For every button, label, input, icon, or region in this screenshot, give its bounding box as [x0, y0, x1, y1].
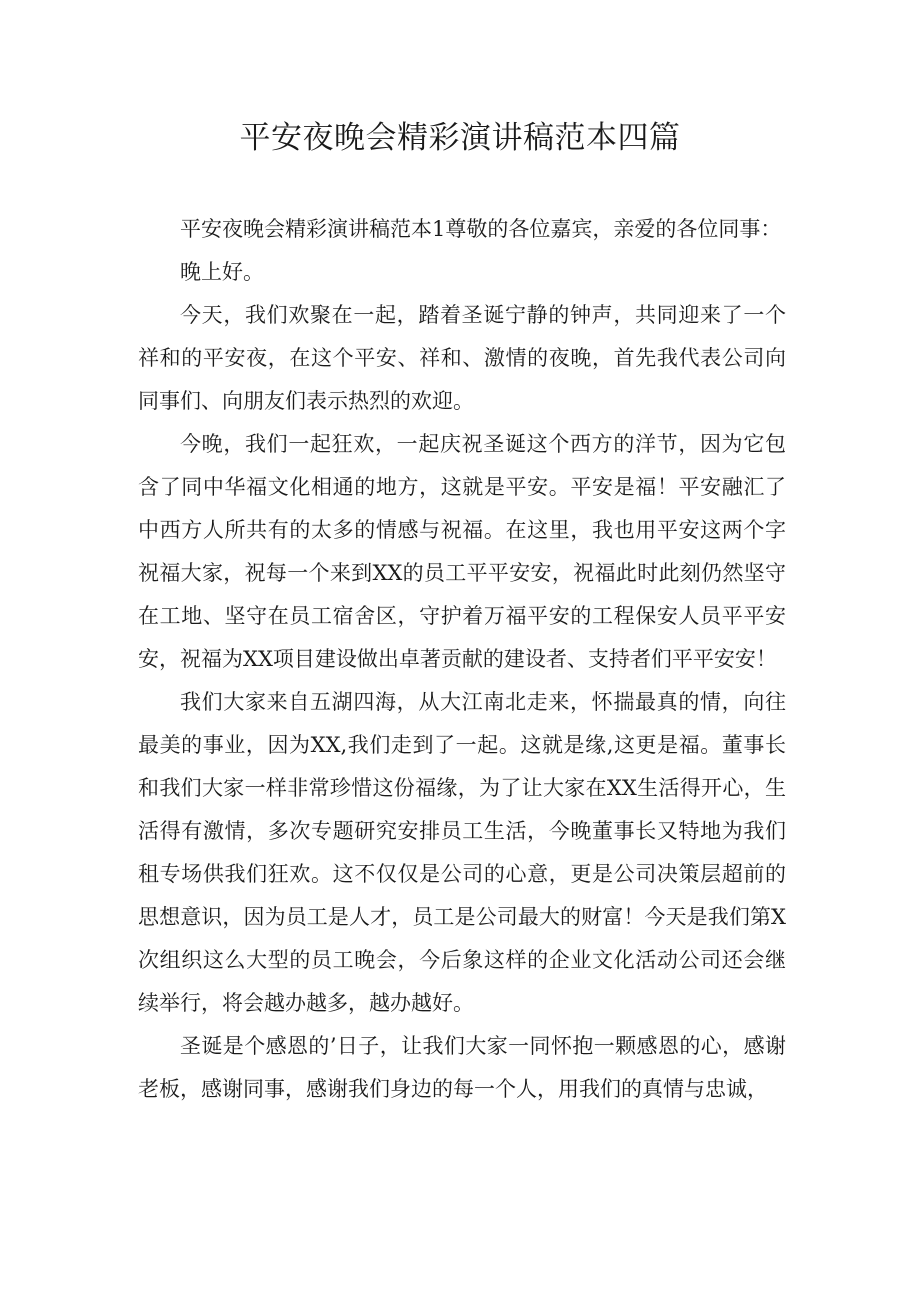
- paragraph-celebration: 今晚，我们一起狂欢，一起庆祝圣诞这个西方的洋节，因为它包含了同中华福文化相通的地方，这就是平安。平安是福！平安融汇了中西方人所共有的太多的情感与祝福。在这里，我也用平安这两个字祝福大家，祝每一个来到XX的员工平平安安，祝福此时此刻仍然坚守在工地、坚守在员工宿舍区，守护着万福平安的工程保安人员平平安安，祝福为XX项目建设做出卓著贡献的建设者、支持者们平平安安！: [138, 432, 786, 671]
- paragraph-company: 我们大家来自五湖四海，从大江南北走来，怀揣最真的情，向往最美的事业，因为XX,我们走到了一起。这就是缘,这更是福。董事长和我们大家一样非常珍惜这份福缘，为了让大家在XX生活得开心，生活得有激情，多次专题研究安排员工生活，今晚董事长又特地为我们租专场供我们狂欢。这不仅仅是公司的心意，更是公司决策层超前的思想意识，因为员工是人才，员工是公司最大的财富！今天是我们第X次组织这么大型的员工晚会，今后象这样的企业文化活动公司还会继续举行，将会越办越多，越办越好。: [138, 690, 786, 1015]
- paragraph-good-evening: 晚上好。: [180, 260, 264, 284]
- document-title: 平安夜晚会精彩演讲稿范本四篇: [239, 120, 681, 156]
- paragraph-thanks: 圣诞是个感恩的’日子，让我们大家一同怀抱一颗感恩的心，感谢老板，感谢同事，感谢我们身边的每一个人，用我们的真情与忠诚，: [138, 1034, 786, 1101]
- document-body: [138, 208, 786, 1111]
- paragraph-welcome: 今天，我们欢聚在一起，踏着圣诞宁静的钟声，共同迎来了一个祥和的平安夜，在这个平安、祥和、激情的夜晚，首先我代表公司向同事们、向朋友们表示热烈的欢迎。: [138, 303, 786, 413]
- paragraph-greeting: 平安夜晚会精彩演讲稿范本1尊敬的各位嘉宾，亲爱的各位同事：: [180, 217, 782, 241]
